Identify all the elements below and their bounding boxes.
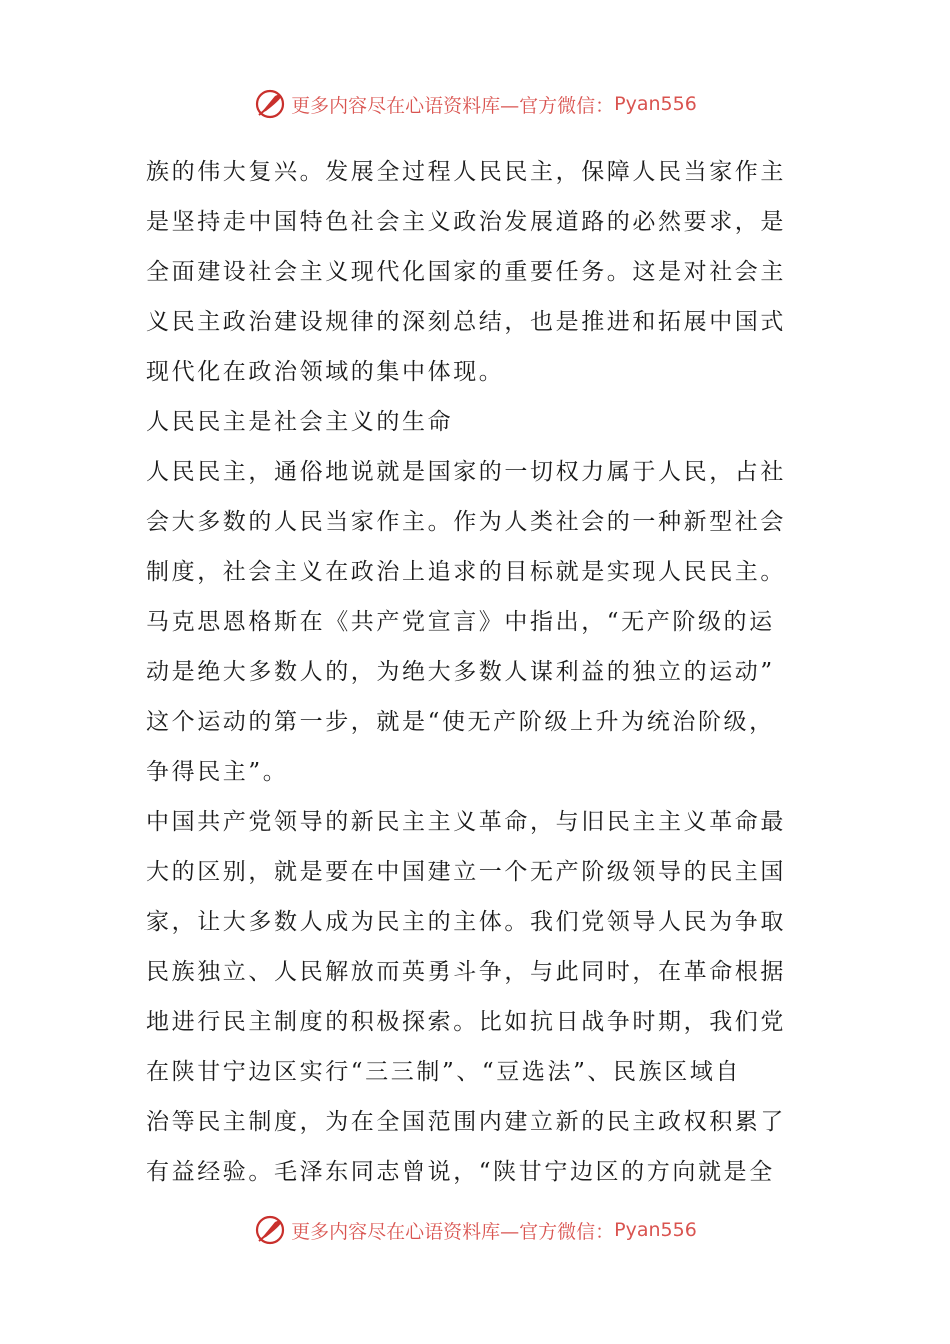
text-line: 人民民主，通俗地说就是国家的一切权力属于人民，占社	[146, 459, 786, 485]
quill-logo-icon	[253, 1213, 287, 1247]
banner-wechat-id: Pyan556	[614, 1219, 697, 1241]
header-banner	[0, 84, 950, 124]
text-line: 治等民主制度，为在全国范围内建立新的民主政权积累了	[146, 1109, 786, 1135]
banner-wechat-id: Pyan556	[614, 93, 697, 115]
text-line: 地进行民主制度的积极探索。比如抗日战争时期，我们党	[146, 1009, 786, 1035]
text-line: 中国共产党领导的新民主主义革命，与旧民主主义革命最	[146, 809, 786, 835]
text-line: 族的伟大复兴。发展全过程人民民主，保障人民当家作主	[146, 159, 786, 185]
text-line: 在陕甘宁边区实行“三三制”、“豆选法”、民族区域自	[146, 1059, 742, 1085]
text-line: 全面建设社会主义现代化国家的重要任务。这是对社会主	[146, 259, 786, 285]
text-line: 义民主政治建设规律的深刻总结，也是推进和拓展中国式	[146, 309, 786, 335]
text-line: 动是绝大多数人的，为绝大多数人谋利益的独立的运动”	[146, 659, 775, 685]
text-line: 有益经验。毛泽东同志曾说，“陕甘宁边区的方向就是全	[146, 1159, 775, 1185]
quill-logo-icon	[253, 87, 287, 121]
section-heading: 人民民主是社会主义的生命	[146, 409, 454, 435]
text-line: 会大多数的人民当家作主。作为人类社会的一种新型社会	[146, 509, 786, 535]
text-line: 是坚持走中国特色社会主义政治发展道路的必然要求，是	[146, 209, 786, 235]
text-line: 现代化在政治领域的集中体现。	[146, 359, 505, 385]
text-line: 制度，社会主义在政治上追求的目标就是实现人民民主。	[146, 559, 786, 585]
text-line: 家，让大多数人成为民主的主体。我们党领导人民为争取	[146, 909, 786, 935]
banner-text: 更多内容尽在心语资料库—官方微信：	[291, 1220, 615, 1243]
text-line: 这个运动的第一步，就是“使无产阶级上升为统治阶级，	[146, 709, 775, 735]
text-line: 争得民主”。	[146, 759, 289, 785]
text-line: 马克思恩格斯在《共产党宣言》中指出，“无产阶级的运	[146, 609, 775, 635]
document-body	[146, 147, 806, 1197]
text-line: 大的区别，就是要在中国建立一个无产阶级领导的民主国	[146, 859, 786, 885]
text-line: 民族独立、人民解放而英勇斗争，与此同时，在革命根据	[146, 959, 786, 985]
footer-banner	[0, 1210, 950, 1250]
banner-text: 更多内容尽在心语资料库—官方微信：	[291, 94, 615, 117]
